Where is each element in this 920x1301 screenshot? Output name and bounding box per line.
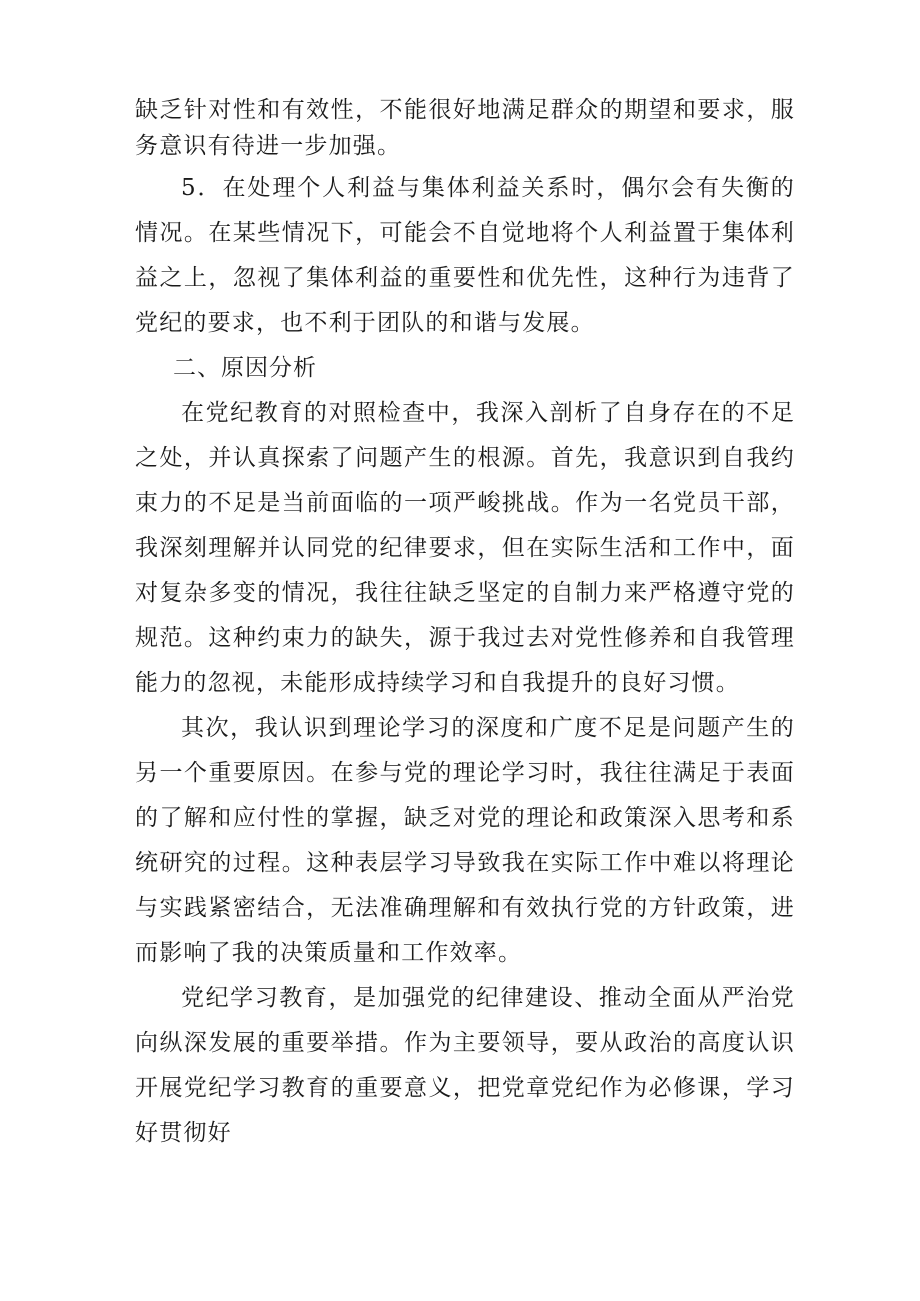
paragraph-analysis-2: 其次，我认识到理论学习的深度和广度不足是问题产生的另一个重要原因。在参与党的理论学习时，我往往满足于表面的了解和应付性的掌握，缺乏对党的理论和政策深入思考和系统研究的过程。这种表层学习导致我在实际工作中难以将理论与实践紧密结合，无法准确理解和有效执行党的方针政策，进而影响了我的决策质量和工作效率。: [135, 715, 795, 966]
paragraph-analysis-1: 在党纪教育的对照检查中，我深入剖析了自身存在的不足之处，并认真探索了问题产生的根源。首先，我意识到自我约束力的不足是当前面临的一项严峻挑战。作为一名党员干部，我深刻理解并认同党的纪律要求，但在实际生活和工作中，面对复杂多变的情况，我往往缺乏坚定的自制力来严格遵守党的规范。这种约束力的缺失，源于我过去对党性修养和自我管理能力的忽视，未能形成持续学习和自我提升的良好习惯。: [135, 400, 795, 696]
paragraph-item-5: 5．在处理个人利益与集体利益关系时，偶尔会有失衡的情况。在某些情况下，可能会不自觉地将个人利益置于集体利益之上，忽视了集体利益的重要性和优先性，这种行为违背了党纪的要求，也不利于团队的和谐与发展。: [135, 175, 795, 336]
section-heading-cause-analysis: 二、原因分析: [173, 355, 317, 381]
document-page: [135, 92, 795, 1156]
paragraph-continued: 缺乏针对性和有效性，不能很好地满足群众的期望和要求，服务意识有待进一步加强。: [135, 97, 795, 159]
paragraph-analysis-3: 党纪学习教育，是加强党的纪律建设、推动全面从严治党向纵深发展的重要举措。作为主要领导，要从政治的高度认识开展党纪学习教育的重要意义，把党章党纪作为必修课，学习好贯彻好: [135, 985, 795, 1146]
